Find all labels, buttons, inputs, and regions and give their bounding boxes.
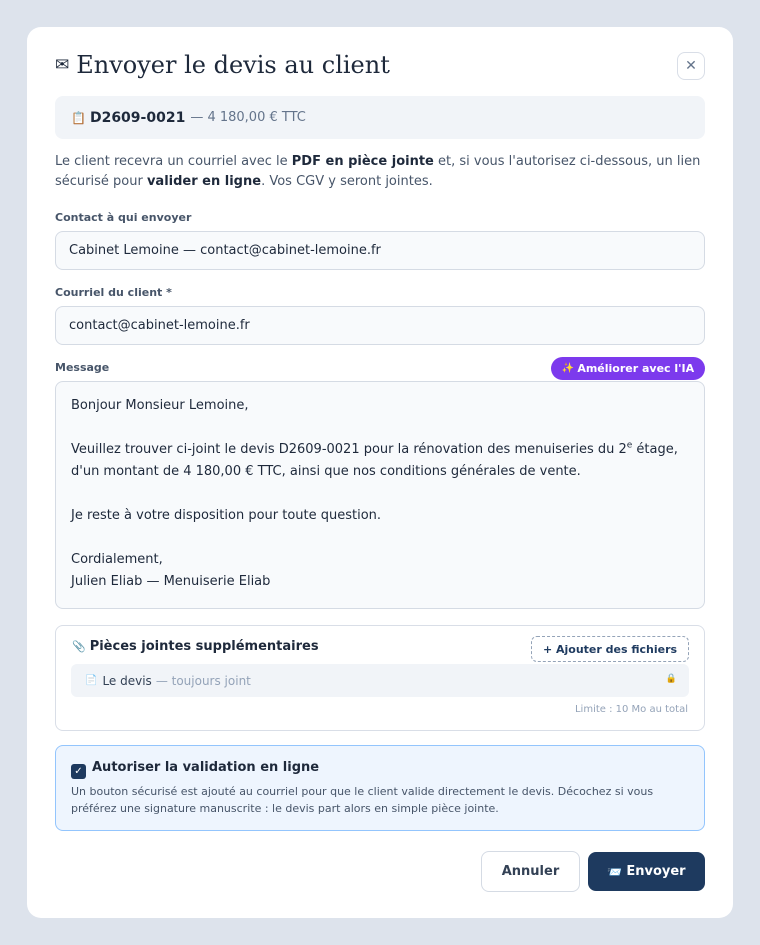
message-textarea[interactable] xyxy=(55,381,705,609)
online-validation-panel xyxy=(55,745,705,831)
contact-label: Contact à qui envoyer xyxy=(55,211,192,224)
email-value: contact@cabinet-lemoine.fr xyxy=(69,318,250,333)
quote-summary xyxy=(55,96,705,139)
dialog-title xyxy=(55,51,390,79)
attachment-name: Le devis xyxy=(102,673,152,688)
close-button[interactable] xyxy=(677,52,705,80)
paperclip-icon: 📎 xyxy=(72,640,86,653)
online-validation-label[interactable]: Autoriser la validation en ligne xyxy=(92,760,320,775)
send-button[interactable] xyxy=(588,852,705,891)
contact-value: Cabinet Lemoine — contact@cabinet-lemoine.fr xyxy=(69,243,381,258)
sparkles-icon: ✨ xyxy=(561,363,575,374)
close-icon: ✕ xyxy=(685,58,697,74)
dialog-title-text: Envoyer le devis au client xyxy=(76,51,390,79)
ai-button-label: Améliorer avec l'IA xyxy=(577,362,695,375)
attachment-note: — toujours joint xyxy=(155,673,251,688)
send-button-label: Envoyer xyxy=(626,864,686,879)
improve-with-ai-button[interactable] xyxy=(551,357,705,380)
envelope-icon: ✉ xyxy=(55,55,70,75)
message-availability: Je reste à votre disposition pour toute question. xyxy=(71,508,382,523)
message-signature: Julien Eliab — Menuiserie Eliab xyxy=(71,574,271,589)
email-field[interactable] xyxy=(55,306,705,345)
attachments-title: 📎 Pièces jointes supplémentaires xyxy=(72,639,319,654)
checkmark-icon: ✓ xyxy=(74,766,83,777)
attachment-item xyxy=(71,664,689,697)
online-validation-checkbox[interactable] xyxy=(71,764,86,779)
email-label: Courriel du client * xyxy=(55,286,172,299)
message-closing: Cordialement, xyxy=(71,552,163,567)
attachments-panel xyxy=(55,625,705,731)
add-files-button[interactable]: + Ajouter des fichiers xyxy=(531,636,689,662)
message-body-line-1: Veuillez trouver ci-joint le devis D2609-0021 pour la rénovation des menuiseries du 2e étage, xyxy=(71,440,678,457)
lock-icon: 🔒 xyxy=(665,674,677,684)
message-body-line-2: d'un montant de 4 180,00 € TTC, ainsi que nos conditions générales de vente. xyxy=(71,464,581,479)
quote-reference: D2609-0021 xyxy=(89,109,186,126)
message-greeting: Bonjour Monsieur Lemoine, xyxy=(71,398,249,413)
online-validation-description: Un bouton sécurisé est ajouté au courriel pour que le client valide directement le devis. Décochez si vous préférez une signature manuscrite : le devis part alors en simple pièce jointe. xyxy=(71,785,654,815)
intro-text: Le client recevra un courriel avec le PDF en pièce jointe et, si vous l'autorisez ci-dessous, un lien sécurisé pour valider en ligne. Vos CGV y seront jointes. xyxy=(55,154,701,189)
quote-amount: — 4 180,00 € TTC xyxy=(190,110,306,125)
send-quote-dialog xyxy=(27,27,733,918)
attachments-limit: Limite : 10 Mo au total xyxy=(574,704,688,715)
message-label: Message xyxy=(55,361,110,374)
send-icon: 📨 xyxy=(607,864,623,879)
document-icon: 📄 xyxy=(85,675,98,686)
contact-select[interactable] xyxy=(55,231,705,270)
cancel-button[interactable]: Annuler xyxy=(481,851,580,892)
clipboard-icon: 📋 xyxy=(71,110,86,125)
